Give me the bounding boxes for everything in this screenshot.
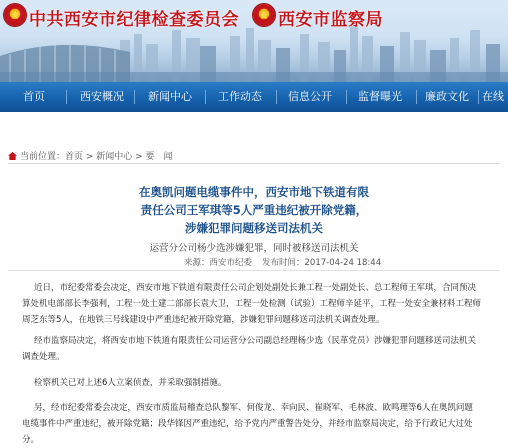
paragraph-line: 周芝东等5人，在地铁三号线建设中严重违纪被开除党籍，涉嫌犯罪问题移送司法机关调查处理。	[22, 315, 385, 325]
main-nav	[0, 82, 508, 112]
article-source: 来源：西安市纪委	[184, 258, 253, 268]
nav-divider	[478, 90, 479, 104]
article-date: 发布时间：2017-04-24 18:44	[262, 258, 382, 268]
nav-divider	[66, 90, 67, 104]
nav-divider	[205, 90, 206, 104]
nav-xian-overview[interactable]: 西安概况	[80, 90, 124, 103]
paragraph-line: 调查处理。	[22, 352, 65, 362]
nav-integrity-culture[interactable]: 廉政文化	[425, 90, 469, 103]
article-paragraph-4	[22, 400, 500, 448]
nav-divider	[346, 90, 347, 104]
nav-divider	[276, 90, 277, 104]
paragraph-line: 近日，市纪委常委会决定，西安市地下铁道有限责任公司企划处副处长兼工程一处副处长、总工程师王军琪，合同预决	[34, 283, 477, 293]
article-subtitle: 运营分公司杨少选涉嫌犯罪，同时被移送司法机关	[149, 243, 359, 254]
breadcrumb-text[interactable]: 当前位置：首页 > 新闻中心 > 要 闻	[20, 152, 173, 162]
nav-news-center[interactable]: 新闻中心	[148, 90, 192, 103]
paragraph-line: 分。	[22, 435, 40, 445]
party-emblem-icon	[4, 4, 26, 26]
article-headline-line-3: 涉嫌犯罪问题移送司法机关	[185, 221, 323, 235]
nav-supervision-exposure[interactable]: 监督曝光	[358, 90, 402, 103]
article-paragraph-1	[22, 280, 500, 328]
paragraph-line: 另，经市纪委常委会决定，西安市质监局稽查总队黎军、何俊龙、幸向民、崔晓军、毛林波、欧鸣理等6人在奥凯问题	[34, 403, 473, 413]
article-headline-line-2: 责任公司王军琪等5人严重违纪被开除党籍，	[140, 203, 368, 217]
divider	[8, 270, 500, 271]
nav-work-updates[interactable]: 工作动态	[218, 90, 262, 103]
nav-online[interactable]: 在线	[482, 90, 504, 103]
article-paragraph-2	[22, 333, 500, 365]
article-headline-line-1: 在奥凯问题电缆事件中，西安市地下铁道有限	[139, 185, 369, 199]
paragraph-line: 电缆事件中严重违纪，被开除党籍；段华锋因严重违纪，给予党内严重警告处分，并经市监察局决定，给予行政记大过处	[22, 419, 473, 429]
nav-divider	[416, 90, 417, 104]
nav-home[interactable]: 首页	[23, 90, 45, 103]
site-title-commission: 中共西安市纪律检查委员会	[29, 10, 239, 30]
nav-info-disclosure[interactable]: 信息公开	[288, 90, 332, 103]
divider	[8, 163, 500, 164]
home-icon	[8, 152, 17, 160]
article-paragraph-3	[22, 375, 500, 391]
header-banner	[0, 0, 508, 82]
site-title-bureau: 西安市监察局	[278, 10, 383, 30]
paragraph-line: 经市监察局决定，将西安市地下铁道有限责任公司运营分公司副总经理杨少选（民革党员）涉嫌犯罪问题移送司法机关	[34, 336, 477, 346]
paragraph-line: 算处机电部部长李强利，工程一处土建二部部长袁大卫，工程一处检测（试验）工程师辛延平，工程一处安全兼材料工程师	[22, 299, 482, 309]
breadcrumb	[8, 149, 173, 162]
paragraph-line: 检察机关已对上述6人立案侦查，并采取强制措施。	[34, 378, 227, 388]
national-emblem-icon	[253, 4, 275, 26]
nav-divider	[134, 90, 135, 104]
